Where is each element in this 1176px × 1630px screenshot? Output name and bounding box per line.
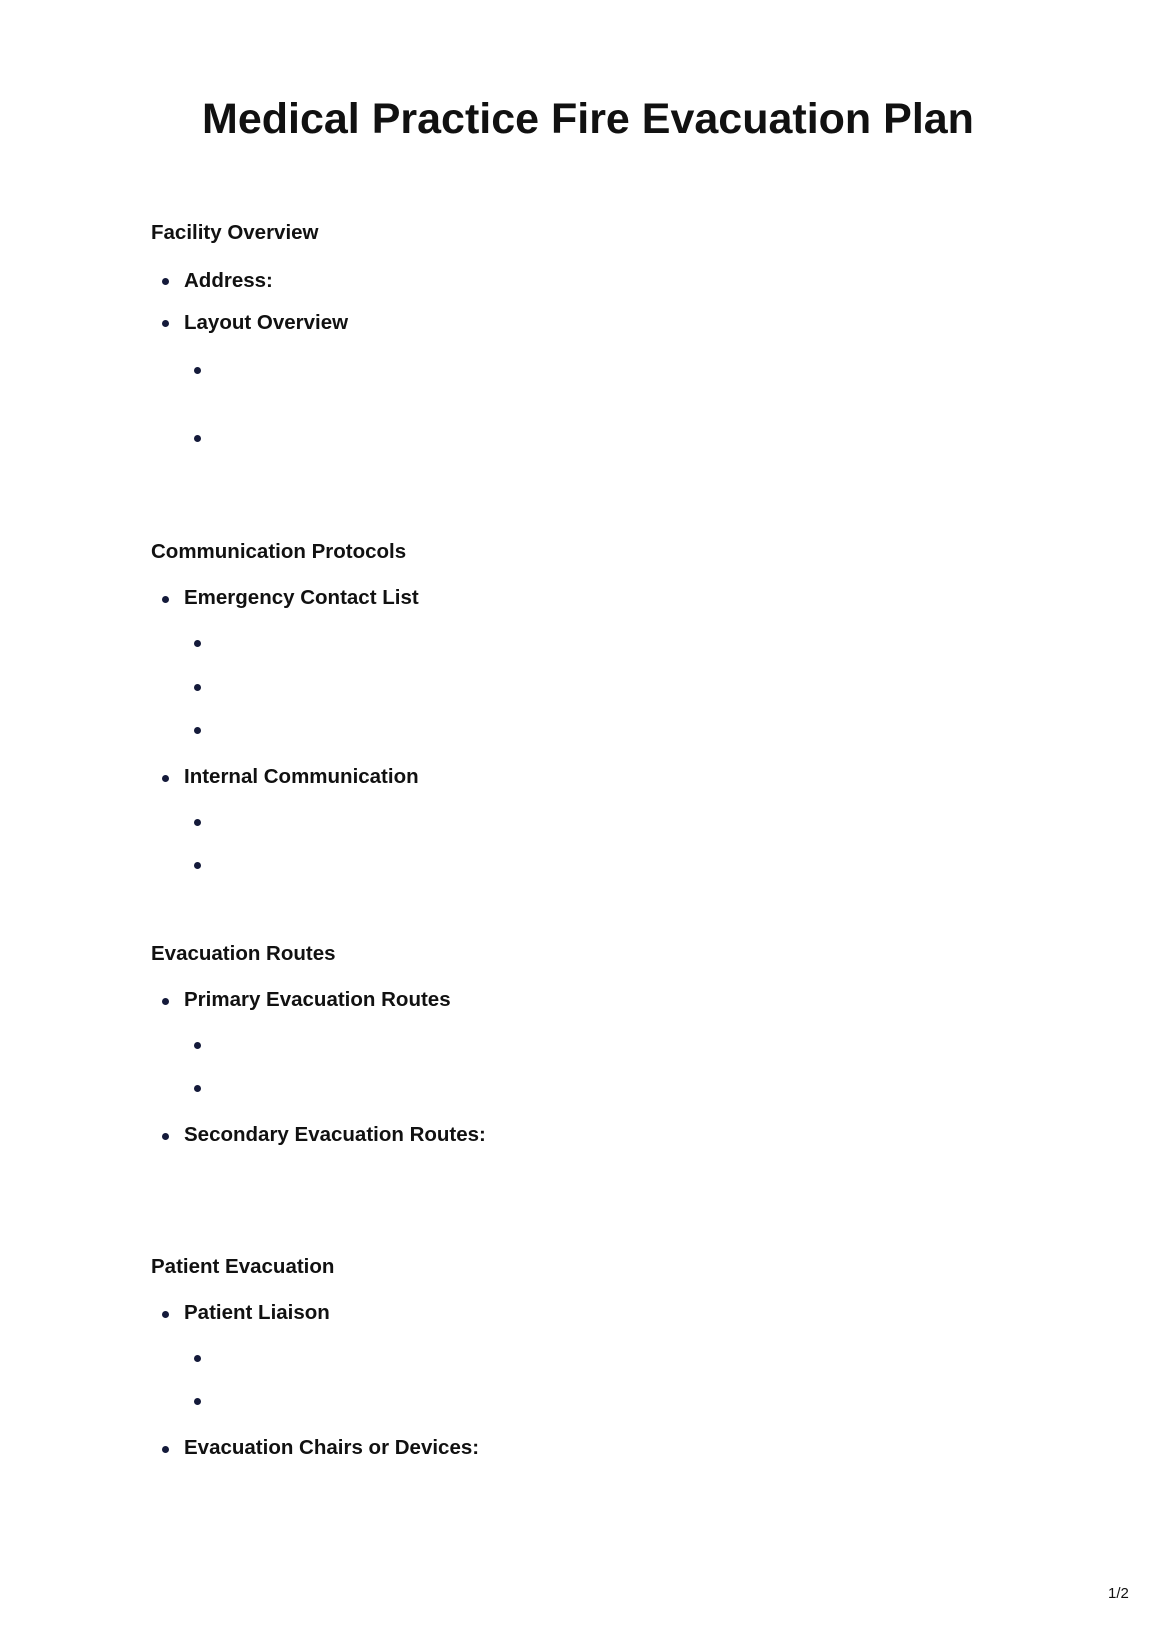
bullet-icon (162, 278, 169, 285)
list-item: Secondary Evacuation Routes: (184, 1123, 486, 1146)
section-heading-communication-protocols: Communication Protocols (151, 540, 407, 563)
list-item: Primary Evacuation Routes (184, 988, 451, 1011)
bullet-icon (162, 775, 169, 782)
bullet-icon (162, 1133, 169, 1140)
page-title: Medical Practice Fire Evacuation Plan (202, 95, 974, 143)
list-item: Patient Liaison (184, 1301, 330, 1324)
list-item: Internal Communication (184, 765, 419, 788)
page-number: 1/2 (1108, 1585, 1129, 1602)
sub-bullet-icon (194, 640, 201, 647)
sub-bullet-icon (194, 862, 201, 869)
sub-bullet-icon (194, 435, 201, 442)
list-item: Evacuation Chairs or Devices: (184, 1436, 480, 1459)
sub-bullet-icon (194, 1085, 201, 1092)
sub-bullet-icon (194, 819, 201, 826)
bullet-icon (162, 998, 169, 1005)
section-heading-patient-evacuation: Patient Evacuation (151, 1255, 335, 1278)
sub-bullet-icon (194, 1398, 201, 1405)
list-item: Emergency Contact List (184, 586, 419, 609)
sub-bullet-icon (194, 727, 201, 734)
list-item: Layout Overview (184, 311, 349, 334)
sub-bullet-icon (194, 1355, 201, 1362)
section-heading-facility-overview: Facility Overview (151, 221, 319, 244)
bullet-icon (162, 320, 169, 327)
section-heading-evacuation-routes: Evacuation Routes (151, 942, 336, 965)
bullet-icon (162, 1311, 169, 1318)
bullet-icon (162, 596, 169, 603)
sub-bullet-icon (194, 1042, 201, 1049)
sub-bullet-icon (194, 367, 201, 374)
sub-bullet-icon (194, 684, 201, 691)
bullet-icon (162, 1446, 169, 1453)
list-item: Address: (184, 269, 273, 292)
